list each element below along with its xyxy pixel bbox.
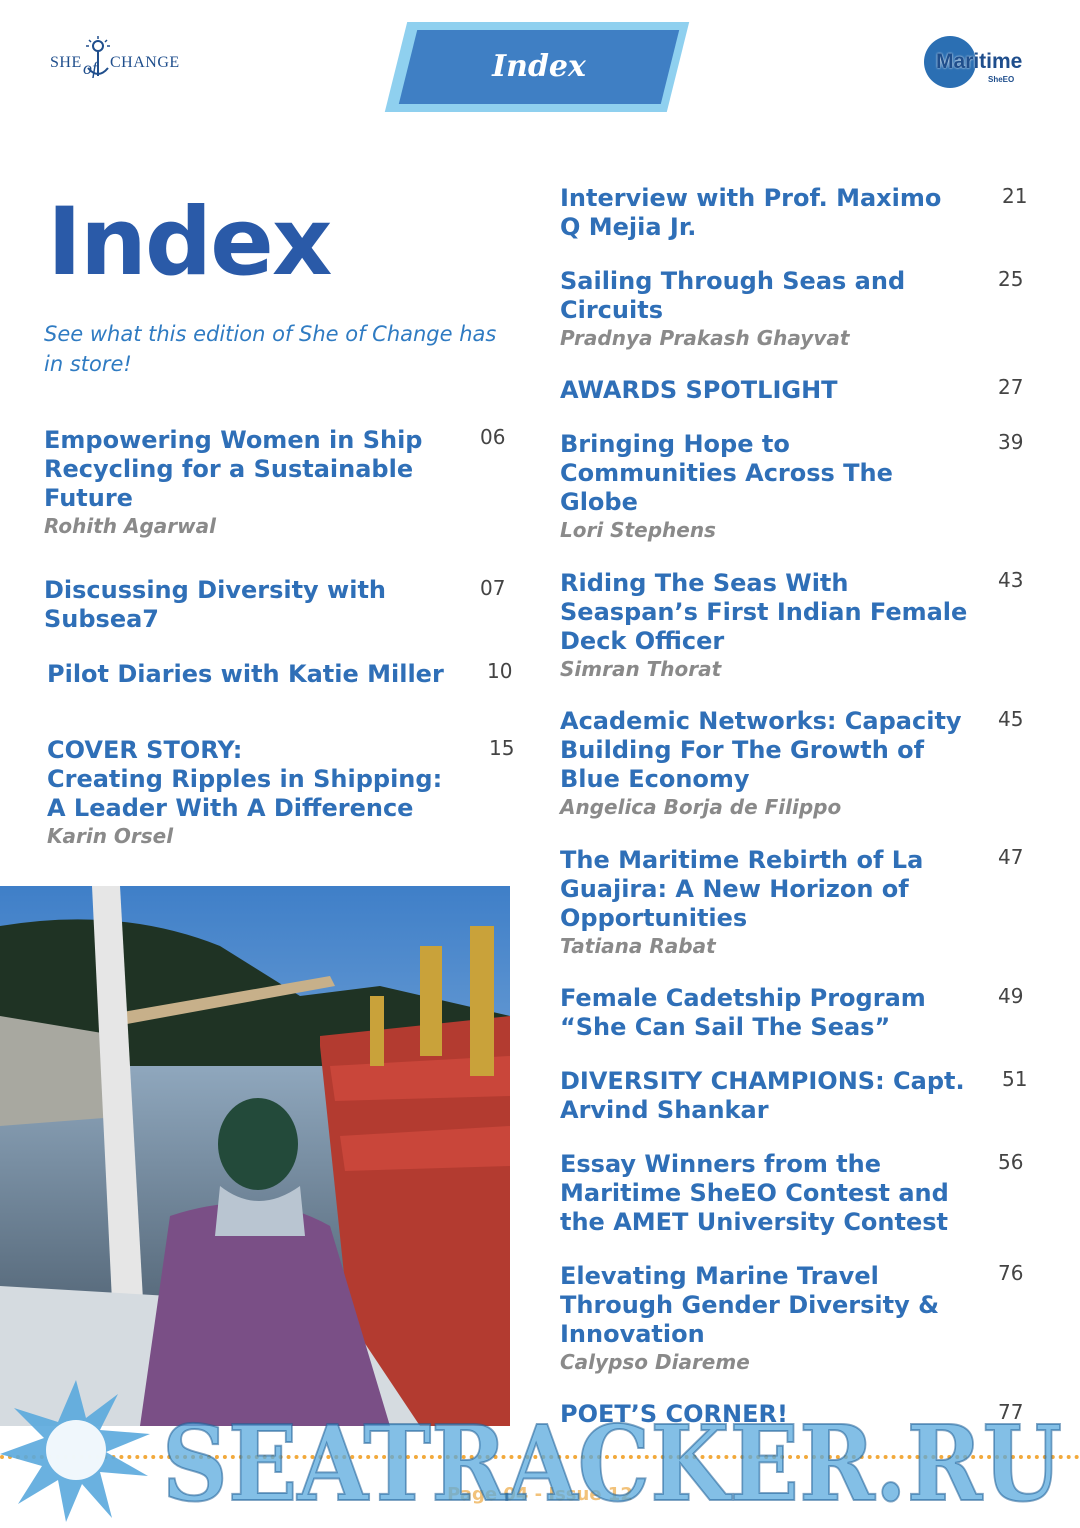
watermark-text: SEATRACKER.RU (162, 1402, 1062, 1525)
list-item[interactable] (47, 660, 477, 689)
list-item[interactable] (44, 576, 464, 634)
cover-photo (0, 886, 510, 1426)
entry-title[interactable]: Essay Winners from the Maritime SheEO Contest and the AMET University Contest (560, 1150, 949, 1236)
entry-page-number: 21 (1002, 184, 1028, 208)
entry-page-number: 43 (998, 568, 1024, 592)
entry-author: Karin Orsel (47, 824, 174, 848)
entry-title[interactable]: Riding The Seas With Seaspan’s First Indian Female Deck Officer (560, 569, 968, 655)
entry-title[interactable]: Interview with Prof. Maximo Q Mejia Jr. (560, 184, 942, 241)
list-item[interactable] (560, 1262, 960, 1375)
list-item[interactable] (560, 846, 960, 959)
entry-author: Pradnya Prakash Ghayvat (560, 326, 850, 350)
entry-title[interactable]: Female Cadetship Program “She Can Sail The Seas” (560, 984, 926, 1041)
entry-title[interactable]: Sailing Through Seas and Circuits (560, 267, 906, 324)
banner-title: Index (492, 49, 586, 84)
entry-title[interactable]: Elevating Marine Travel Through Gender Diversity & Innovation (560, 1262, 940, 1348)
entry-page-number: 47 (998, 845, 1024, 869)
entry-page-number: 39 (998, 430, 1024, 454)
list-item[interactable] (560, 1067, 980, 1125)
entry-page-number: 49 (998, 984, 1024, 1008)
entry-page-number: 76 (998, 1261, 1024, 1285)
entry-author: Simran Thorat (560, 657, 722, 681)
list-item[interactable] (560, 569, 970, 682)
seatracker-watermark (0, 1372, 1080, 1528)
list-item[interactable] (560, 430, 960, 543)
page-title: Index (47, 188, 331, 297)
entry-page-number: 10 (487, 659, 513, 683)
list-item[interactable] (560, 1150, 960, 1237)
entry-page-number: 27 (998, 375, 1024, 399)
entry-page-number: 07 (480, 576, 506, 600)
entry-title[interactable]: Pilot Diaries with Katie Miller (47, 660, 444, 688)
entry-author: Angelica Borja de Filippo (560, 795, 842, 819)
entry-page-number: 51 (1002, 1067, 1028, 1091)
list-item[interactable] (560, 184, 960, 242)
entry-page-number: 15 (489, 736, 515, 760)
entry-title[interactable]: DIVERSITY CHAMPIONS: Capt. Arvind Shankar (560, 1067, 965, 1124)
entry-title[interactable]: Creating Ripples in Shipping: A Leader With A Difference (47, 765, 443, 822)
entry-title[interactable]: Empowering Women in Ship Recycling for a Sustainable Future (44, 426, 423, 512)
entry-title[interactable]: Academic Networks: Capacity Building For The Growth of Blue Economy (560, 707, 962, 793)
intro-text: See what this edition of She of Change has in store! (44, 322, 497, 376)
entry-page-number: 56 (998, 1150, 1024, 1174)
entry-title[interactable]: The Maritime Rebirth of La Guajira: A New Horizon of Opportunities (560, 846, 924, 932)
entry-author: Tatiana Rabat (560, 934, 716, 958)
entry-title[interactable]: Bringing Hope to Communities Across The Globe (560, 430, 893, 516)
entry-author: Rohith Agarwal (44, 514, 216, 538)
list-item[interactable] (560, 984, 960, 1042)
entry-page-number: 06 (480, 425, 506, 449)
entry-page-number: 77 (998, 1400, 1024, 1424)
she-of-change-logo: SHE of CHANGE (50, 40, 180, 88)
entry-page-number: 25 (998, 267, 1024, 291)
list-item[interactable] (560, 267, 960, 351)
list-item[interactable] (560, 707, 980, 820)
list-item[interactable] (560, 376, 960, 405)
entry-author: Lori Stephens (560, 518, 716, 542)
list-item[interactable] (47, 736, 457, 849)
entry-page-number: 45 (998, 707, 1024, 731)
list-item[interactable] (44, 426, 464, 539)
maritime-sheeo-logo: Maritime SheEO (922, 34, 1032, 94)
entry-title[interactable]: POET’S CORNER! (560, 1400, 788, 1428)
entry-title-label[interactable]: COVER STORY: (47, 736, 243, 764)
sun-icon (0, 1380, 150, 1522)
entry-title[interactable]: Discussing Diversity with Subsea7 (44, 576, 387, 633)
entry-author: Calypso Diareme (560, 1350, 750, 1374)
footer-page-label: Page 04 - Issue 12 (447, 1484, 633, 1505)
entry-title[interactable]: AWARDS SPOTLIGHT (560, 376, 838, 404)
